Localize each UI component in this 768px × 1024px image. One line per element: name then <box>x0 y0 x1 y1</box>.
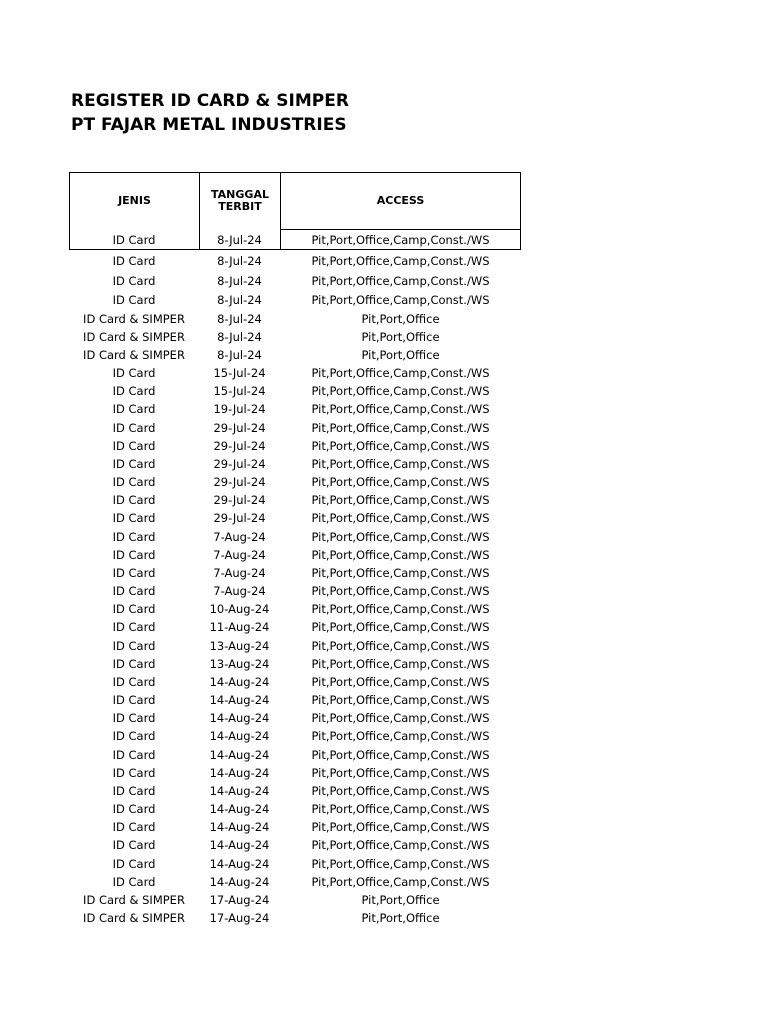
table-row <box>69 637 521 655</box>
cell-tanggal: 15-Jul-24 <box>213 384 266 398</box>
cell-jenis: ID Card <box>112 838 156 852</box>
header-tanggal-terbit: TANGGAL TERBIT <box>211 188 269 213</box>
cell-jenis: ID Card <box>112 384 156 398</box>
cell-access: Pit,Port,Office <box>361 911 440 925</box>
table-row <box>69 618 521 636</box>
cell-tanggal: 8-Jul-24 <box>217 312 262 326</box>
cell-tanggal: 7-Aug-24 <box>213 584 266 598</box>
cell-jenis: ID Card <box>112 639 156 653</box>
table-row <box>69 272 521 290</box>
cell-tanggal: 14-Aug-24 <box>209 875 270 889</box>
table-row <box>69 582 521 600</box>
header-jenis: JENIS <box>118 194 151 207</box>
cell-tanggal: 15-Jul-24 <box>213 366 266 380</box>
cell-access: Pit,Port,Office,Camp,Const./WS <box>311 711 490 725</box>
table-row <box>69 818 521 836</box>
cell-access: Pit,Port,Office,Camp,Const./WS <box>311 748 490 762</box>
cell-tanggal: 14-Aug-24 <box>209 675 270 689</box>
cell-access: Pit,Port,Office,Camp,Const./WS <box>311 639 490 653</box>
cell-tanggal: 14-Aug-24 <box>209 838 270 852</box>
cell-tanggal: 7-Aug-24 <box>213 548 266 562</box>
cell-tanggal: 13-Aug-24 <box>209 657 270 671</box>
table-row <box>69 836 521 854</box>
table-row <box>69 855 521 873</box>
table-row <box>69 655 521 673</box>
cell-jenis: ID Card <box>112 620 156 634</box>
cell-access: Pit,Port,Office,Camp,Const./WS <box>311 493 490 507</box>
cell-access: Pit,Port,Office,Camp,Const./WS <box>311 820 490 834</box>
cell-access: Pit,Port,Office,Camp,Const./WS <box>311 439 490 453</box>
table-row <box>69 346 521 364</box>
table-row <box>69 528 521 546</box>
cell-tanggal: 8-Jul-24 <box>217 274 262 288</box>
table-row <box>69 600 521 618</box>
cell-jenis: ID Card <box>112 493 156 507</box>
cell-access: Pit,Port,Office,Camp,Const./WS <box>311 566 490 580</box>
cell-jenis: ID Card <box>112 421 156 435</box>
cell-jenis: ID Card <box>112 439 156 453</box>
cell-access: Pit,Port,Office,Camp,Const./WS <box>311 274 490 288</box>
cell-tanggal: 19-Jul-24 <box>213 402 266 416</box>
table-row <box>69 891 521 909</box>
cell-jenis: ID Card <box>112 766 156 780</box>
cell-access: Pit,Port,Office,Camp,Const./WS <box>311 402 490 416</box>
cell-access: Pit,Port,Office <box>361 312 440 326</box>
cell-tanggal: 17-Aug-24 <box>209 893 270 907</box>
table-row <box>69 873 521 891</box>
table-row <box>69 782 521 800</box>
table-row <box>69 691 521 709</box>
cell-tanggal: 13-Aug-24 <box>209 639 270 653</box>
cell-tanggal: 7-Aug-24 <box>213 530 266 544</box>
table-row <box>69 564 521 582</box>
table-row <box>69 400 521 418</box>
cell-jenis: ID Card <box>112 584 156 598</box>
table-row <box>69 310 521 328</box>
table-row <box>69 455 521 473</box>
table-row <box>69 382 521 400</box>
cell-jenis: ID Card <box>112 511 156 525</box>
table-row <box>69 328 521 346</box>
cell-jenis: ID Card & SIMPER <box>83 911 185 925</box>
table-row <box>69 764 521 782</box>
cell-tanggal: 14-Aug-24 <box>209 784 270 798</box>
table-row <box>69 437 521 455</box>
cell-jenis: ID Card & SIMPER <box>83 330 185 344</box>
header-divider <box>281 229 520 230</box>
cell-jenis: ID Card & SIMPER <box>83 893 185 907</box>
table-row <box>69 909 521 927</box>
cell-tanggal: 10-Aug-24 <box>209 602 270 616</box>
table-row <box>69 364 521 382</box>
document-title <box>71 89 349 137</box>
cell-access: Pit,Port,Office,Camp,Const./WS <box>311 838 490 852</box>
cell-jenis: ID Card <box>112 402 156 416</box>
table-row <box>69 800 521 818</box>
cell-jenis: ID Card <box>112 233 156 247</box>
cell-tanggal: 14-Aug-24 <box>209 729 270 743</box>
cell-jenis: ID Card <box>112 711 156 725</box>
cell-tanggal: 29-Jul-24 <box>213 457 266 471</box>
cell-access: Pit,Port,Office,Camp,Const./WS <box>311 729 490 743</box>
title-line-1: REGISTER ID CARD & SIMPER <box>71 91 349 111</box>
cell-jenis: ID Card <box>112 820 156 834</box>
cell-jenis: ID Card <box>112 293 156 307</box>
cell-tanggal: 11-Aug-24 <box>209 620 270 634</box>
cell-jenis: ID Card <box>112 566 156 580</box>
cell-access: Pit,Port,Office,Camp,Const./WS <box>311 584 490 598</box>
cell-jenis: ID Card <box>112 475 156 489</box>
cell-tanggal: 29-Jul-24 <box>213 439 266 453</box>
cell-access: Pit,Port,Office,Camp,Const./WS <box>311 366 490 380</box>
cell-jenis: ID Card <box>112 784 156 798</box>
cell-jenis: ID Card <box>112 748 156 762</box>
cell-access: Pit,Port,Office,Camp,Const./WS <box>311 293 490 307</box>
cell-jenis: ID Card <box>112 729 156 743</box>
cell-tanggal: 29-Jul-24 <box>213 421 266 435</box>
cell-access: Pit,Port,Office,Camp,Const./WS <box>311 857 490 871</box>
cell-access: Pit,Port,Office,Camp,Const./WS <box>311 875 490 889</box>
cell-access: Pit,Port,Office,Camp,Const./WS <box>311 421 490 435</box>
cell-tanggal: 14-Aug-24 <box>209 857 270 871</box>
table-row <box>69 509 521 527</box>
cell-jenis: ID Card <box>112 602 156 616</box>
cell-tanggal: 8-Jul-24 <box>217 233 262 247</box>
cell-access: Pit,Port,Office,Camp,Const./WS <box>311 620 490 634</box>
cell-tanggal: 8-Jul-24 <box>217 348 262 362</box>
cell-jenis: ID Card <box>112 366 156 380</box>
cell-access: Pit,Port,Office,Camp,Const./WS <box>311 530 490 544</box>
cell-access: Pit,Port,Office,Camp,Const./WS <box>311 384 490 398</box>
cell-access: Pit,Port,Office,Camp,Const./WS <box>311 475 490 489</box>
title-line-2: PT FAJAR METAL INDUSTRIES <box>71 115 347 135</box>
cell-access: Pit,Port,Office,Camp,Const./WS <box>311 548 490 562</box>
table-row <box>69 419 521 437</box>
cell-tanggal: 8-Jul-24 <box>217 254 262 268</box>
cell-tanggal: 14-Aug-24 <box>209 711 270 725</box>
cell-access: Pit,Port,Office,Camp,Const./WS <box>311 233 490 247</box>
table-row <box>69 252 521 270</box>
cell-access: Pit,Port,Office <box>361 893 440 907</box>
table-row <box>69 673 521 691</box>
cell-access: Pit,Port,Office,Camp,Const./WS <box>311 802 490 816</box>
table-row <box>69 231 521 249</box>
header-access: ACCESS <box>376 194 425 207</box>
cell-jenis: ID Card <box>112 274 156 288</box>
cell-tanggal: 14-Aug-24 <box>209 766 270 780</box>
cell-jenis: ID Card <box>112 457 156 471</box>
cell-access: Pit,Port,Office,Camp,Const./WS <box>311 766 490 780</box>
cell-tanggal: 29-Jul-24 <box>213 475 266 489</box>
cell-jenis: ID Card <box>112 548 156 562</box>
cell-access: Pit,Port,Office,Camp,Const./WS <box>311 511 490 525</box>
table-row <box>69 291 521 309</box>
cell-access: Pit,Port,Office,Camp,Const./WS <box>311 675 490 689</box>
cell-access: Pit,Port,Office,Camp,Const./WS <box>311 254 490 268</box>
table-row <box>69 709 521 727</box>
cell-jenis: ID Card <box>112 675 156 689</box>
cell-tanggal: 14-Aug-24 <box>209 820 270 834</box>
cell-jenis: ID Card <box>112 530 156 544</box>
cell-access: Pit,Port,Office,Camp,Const./WS <box>311 657 490 671</box>
cell-jenis: ID Card & SIMPER <box>83 348 185 362</box>
table-row <box>69 727 521 745</box>
cell-tanggal: 8-Jul-24 <box>217 330 262 344</box>
cell-access: Pit,Port,Office,Camp,Const./WS <box>311 457 490 471</box>
cell-tanggal: 14-Aug-24 <box>209 693 270 707</box>
cell-jenis: ID Card <box>112 657 156 671</box>
cell-jenis: ID Card <box>112 693 156 707</box>
table-row <box>69 746 521 764</box>
cell-jenis: ID Card <box>112 254 156 268</box>
cell-jenis: ID Card & SIMPER <box>83 312 185 326</box>
cell-jenis: ID Card <box>112 857 156 871</box>
cell-tanggal: 8-Jul-24 <box>217 293 262 307</box>
cell-tanggal: 29-Jul-24 <box>213 493 266 507</box>
cell-access: Pit,Port,Office <box>361 330 440 344</box>
table-row <box>69 491 521 509</box>
cell-tanggal: 7-Aug-24 <box>213 566 266 580</box>
cell-tanggal: 14-Aug-24 <box>209 802 270 816</box>
cell-tanggal: 29-Jul-24 <box>213 511 266 525</box>
cell-jenis: ID Card <box>112 802 156 816</box>
cell-tanggal: 17-Aug-24 <box>209 911 270 925</box>
cell-tanggal: 14-Aug-24 <box>209 748 270 762</box>
table-row <box>69 473 521 491</box>
table-row <box>69 546 521 564</box>
cell-jenis: ID Card <box>112 875 156 889</box>
cell-access: Pit,Port,Office,Camp,Const./WS <box>311 602 490 616</box>
cell-access: Pit,Port,Office,Camp,Const./WS <box>311 693 490 707</box>
cell-access: Pit,Port,Office <box>361 348 440 362</box>
cell-access: Pit,Port,Office,Camp,Const./WS <box>311 784 490 798</box>
